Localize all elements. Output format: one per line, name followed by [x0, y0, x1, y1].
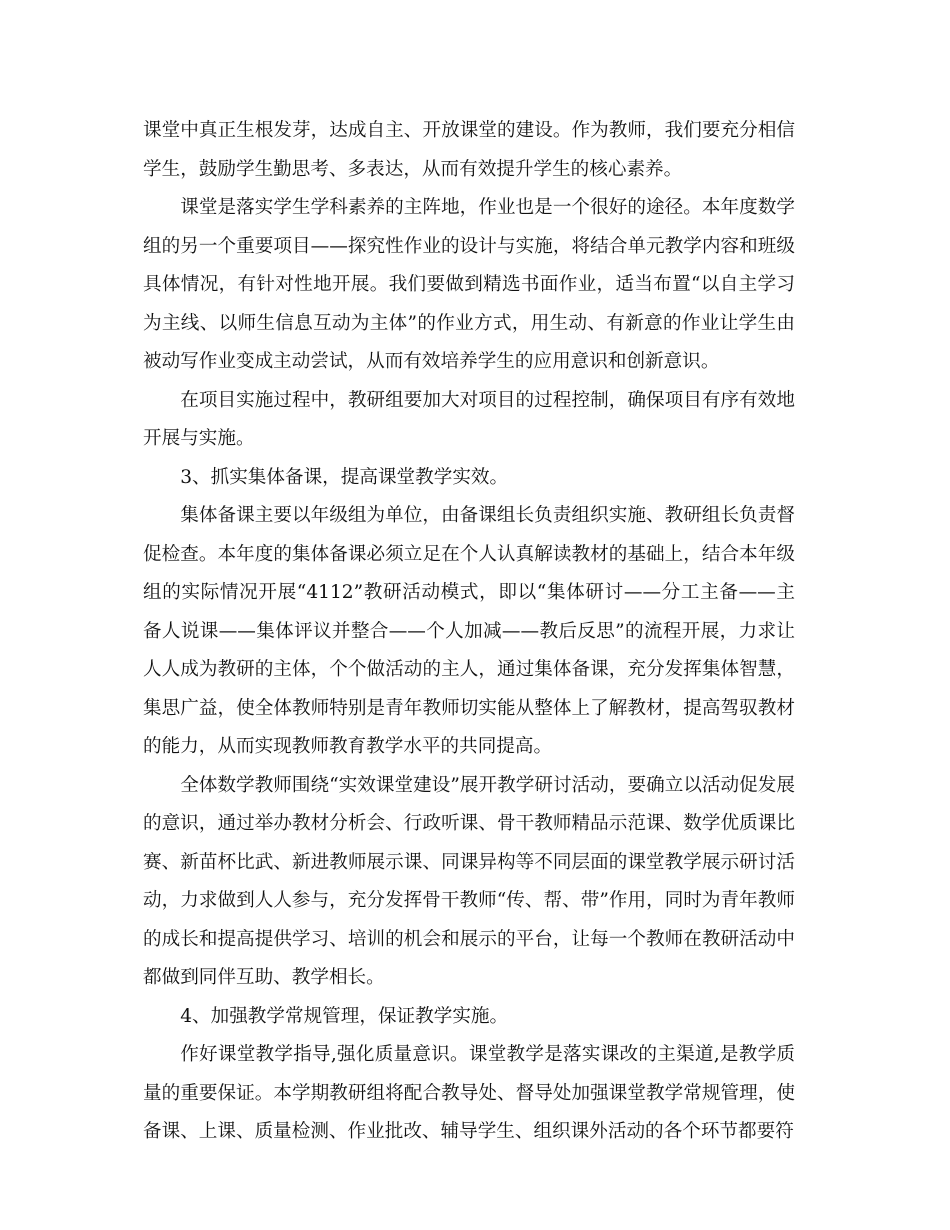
paragraph-homework-project: 课堂是落实学生学科素养的主阵地，作业也是一个很好的途径。本年度数学组的另一个重要项目——探究性作业的设计与实施，将结合单元教学内容和班级具体情况，有针对性地开展。我们要做到精选书面作业，适当布置“以自主学习为主线、以师生信息互动为主体”的作业方式，用生动、有新意的作业让学生由被动写作业变成主动尝试，从而有效培养学生的应用意识和创新意识。 [143, 197, 795, 372]
section-heading-3: 3、抓实集体备课，提高课堂教学实效。 [180, 466, 509, 488]
paragraph-project-control: 在项目实施过程中，教研组要加大对项目的过程控制，确保项目有序有效地开展与实施。 [143, 389, 795, 449]
document-body [143, 112, 795, 1152]
section-heading-4: 4、加强教学常规管理，保证教学实施。 [180, 1005, 509, 1027]
paragraph-classroom-guidance: 作好课堂教学指导,强化质量意识。课堂教学是落实课改的主渠道,是教学质量的重要保证。本学期教研组将配合教导处、督导处加强课堂教学常规管理，使备课、上课、质量检测、作业批改、辅导学生、组织课外活动的各个环节都要符 [143, 1044, 795, 1142]
paragraph-continued: 课堂中真正生根发芽，达成自主、开放课堂的建设。作为教师，我们要充分相信学生，鼓励学生勤思考、多表达，从而有效提升学生的核心素养。 [143, 120, 795, 180]
paragraph-teaching-research: 全体数学教师围绕“实效课堂建设”展开教学研讨活动，要确立以活动促发展的意识，通过举办教材分析会、行政听课、骨干教师精品示范课、数学优质课比赛、新苗杯比武、新进教师展示课、同课异构等不同层面的课堂教学展示研讨活动，力求做到人人参与，充分发挥骨干教师“传、帮、带”作用，同时为青年教师的成长和提高提供学习、培训的机会和展示的平台，让每一个教师在教研活动中都做到同伴互助、教学相长。 [143, 774, 795, 988]
paragraph-collective-lesson-prep: 集体备课主要以年级组为单位，由备课组长负责组织实施、教研组长负责督促检查。本年度的集体备课必须立足在个人认真解读教材的基础上，结合本年级组的实际情况开展“4112”教研活动模式，即以“集体研讨——分工主备——主备人说课——集体评议并整合——个人加减——教后反思”的流程开展，力求让人人成为教研的主体，个个做活动的主人，通过集体备课，充分发挥集体智慧，集思广益，使全体教师特别是青年教师切实能从整体上了解教材，提高驾驭教材的能力，从而实现教师教育教学水平的共同提高。 [143, 505, 795, 757]
